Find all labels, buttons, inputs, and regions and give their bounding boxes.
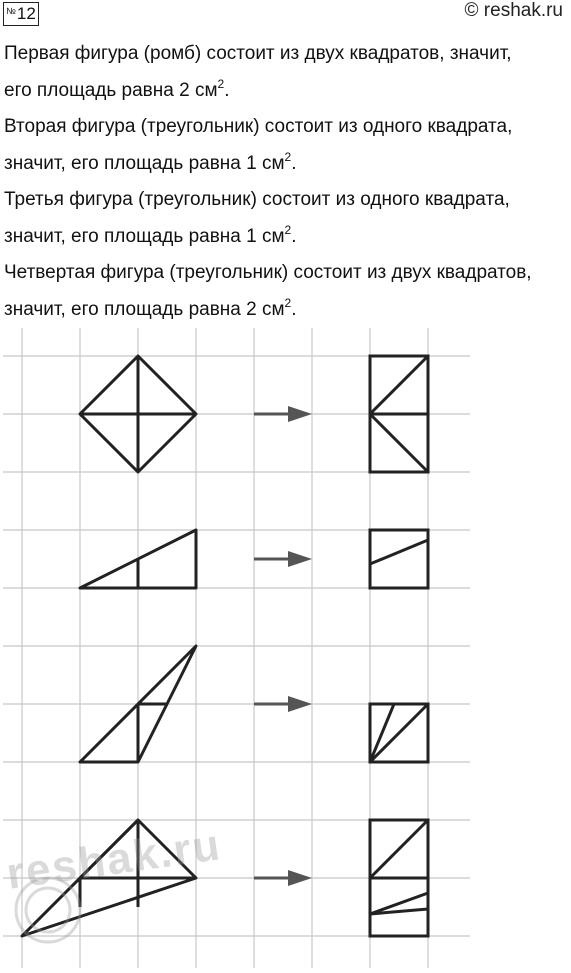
task-number-badge xyxy=(3,2,39,26)
solution-text xyxy=(4,36,570,328)
number-sign: № xyxy=(6,6,16,16)
figure-1-rearranged xyxy=(370,356,428,472)
paragraph-3-line-2: значит, его площадь равна 1 $см^2$. xyxy=(4,222,297,247)
paragraph-3-line-1: Третья фигура (треугольник) состоит из одного квадрата, xyxy=(4,189,510,210)
figure-3-rearranged xyxy=(370,704,428,762)
task-number: 12 xyxy=(16,4,36,23)
paragraph-4-line-2: значит, его площадь равна 2 $см^2$. xyxy=(4,295,297,320)
figure-4-rearranged xyxy=(370,820,428,936)
paragraph-1-line-2: его площадь равна 2 $см^2$. xyxy=(4,76,230,101)
paragraph-2-line-1: Вторая фигура (треугольник) состоит из одного квадрата, xyxy=(4,116,513,137)
paragraph-1-line-1: Первая фигура (ромб) состоит из двух квадратов, значит, xyxy=(4,43,512,64)
figure-1-rhombus xyxy=(80,356,196,472)
arrow-right-icon-2 xyxy=(254,551,312,567)
arrow-right-icon-3 xyxy=(254,696,312,712)
figure-2-rearranged xyxy=(370,530,428,588)
arrow-right-icon-1 xyxy=(254,406,312,422)
paragraph-4-line-1: Четвертая фигура (треугольник) состоит из двух квадратов, xyxy=(4,262,532,283)
paragraph-2-line-2: значит, его площадь равна 1 $см^2$. xyxy=(4,149,297,174)
site-watermark: © reshak.ru xyxy=(464,0,563,21)
bottom-watermark: reshak.ru xyxy=(3,820,225,899)
arrow-right-icon-4 xyxy=(254,870,312,886)
